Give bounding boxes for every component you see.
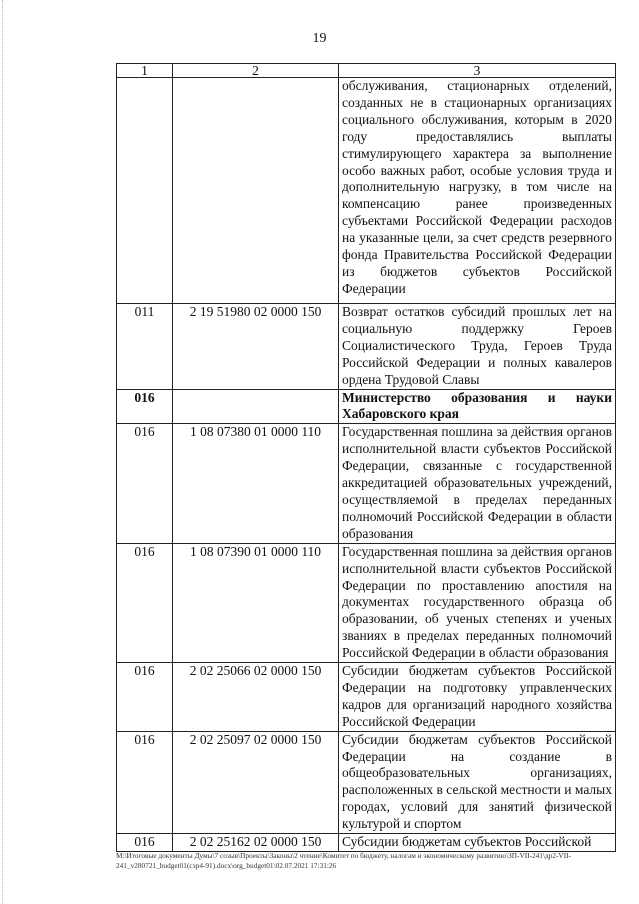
description-cell: Субсидии бюджетам субъектов Российской Федерации на подготовку управленческих кадров для организаций народного хозяйства Российской Федерации [339,663,616,732]
page-number: 19 [312,31,327,46]
budget-code-cell [173,78,339,304]
table-row [117,663,616,732]
table-row [117,304,616,390]
admin-code-cell: 016 [117,389,173,424]
admin-code-cell: 011 [117,304,173,390]
table-row [117,731,616,833]
table-row-ministry [117,389,616,424]
table-row [117,834,616,852]
description-cell: Государственная пошлина за действия органов исполнительной власти субъектов Российской Федерации по проставлению апостиля на документах государственного образца об образовании, об ученых степенях и ученых званиях в пределах переданных полномочий Российской Федерации в области образования [339,543,616,662]
table-row [117,543,616,662]
table-header-row [117,64,616,78]
column-header-3: 3 [339,64,616,78]
table-row [117,424,616,543]
column-header-2: 2 [173,64,339,78]
admin-code-cell: 016 [117,731,173,833]
admin-code-cell: 016 [117,424,173,543]
budget-code-cell: 2 02 25097 02 0000 150 [173,731,339,833]
budget-code-cell: 2 02 25162 02 0000 150 [173,834,339,852]
description-cell: Субсидии бюджетам субъектов Российской [339,834,616,852]
budget-code-cell: 1 08 07390 01 0000 110 [173,543,339,662]
description-cell: Возврат остатков субсидий прошлых лет на социальную поддержку Героев Социалистического Труда, Героев Труда Российской Федерации и полных кавалеров ордена Трудовой Славы [339,304,616,390]
budget-code-cell: 2 02 25066 02 0000 150 [173,663,339,732]
document-file-path-footer: M:\Итоговые документы Думы\7 созыв\Проекты\Законы\2 чтение\Комитет по бюджету, налогам и экономическому развитию\ЗП-VII-241\др2-VII-241_v280721_budget01(сзр4-91).docx\org_budget01\02.07.2021 17:31:26 [116,851,571,870]
budget-code-cell: 2 19 51980 02 0000 150 [173,304,339,390]
description-cell: обслуживания, стационарных отделений, созданных не в стационарных организациях социального обслуживания, которым в 2020 году предоставлялись выплаты стимулирующего характера за выполнение особо важных работ, особые условия труда и дополнительную нагрузку, в том числе на компенсацию ранее произведенных субъектами Российской Федерации расходов на указанные цели, за счет средств резервного фонда Правительства Российской Федерации из бюджетов субъектов Российской Федерации [339,78,616,304]
budget-code-cell [173,389,339,424]
scan-edge-mark [2,0,4,904]
description-cell: Государственная пошлина за действия органов исполнительной власти субъектов Российской Федерации, связанные с государственной аккредитацией образовательных учреждений, осуществляемой в пределах переданных полномочий Российской Федерации в области образования [339,424,616,543]
description-cell: Субсидии бюджетам субъектов Российской Федерации на создание в общеобразовательных организациях, расположенных в сельской местности и малых городах, условий для занятий физической культурой и спортом [339,731,616,833]
ministry-name-cell: Министерство образования и науки Хабаровского края [339,389,616,424]
budget-classification-table [116,63,616,852]
table-row [117,78,616,304]
budget-code-cell: 1 08 07380 01 0000 110 [173,424,339,543]
admin-code-cell [117,78,173,304]
admin-code-cell: 016 [117,663,173,732]
column-header-1: 1 [117,64,173,78]
admin-code-cell: 016 [117,543,173,662]
admin-code-cell: 016 [117,834,173,852]
